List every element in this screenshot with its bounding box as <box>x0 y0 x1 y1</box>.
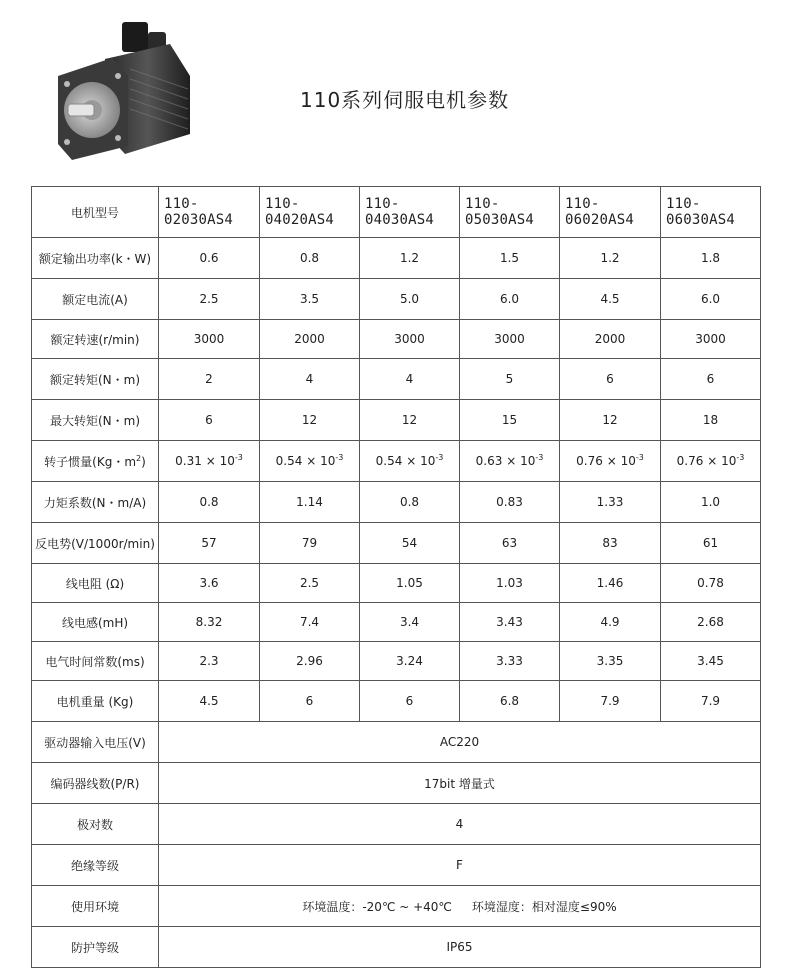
value-text: 0.76 × 10 <box>576 454 636 468</box>
row-label-text: ) <box>141 454 146 469</box>
row-label: 编码器线数(P/R) <box>32 763 159 804</box>
value-cell: 1.14 <box>260 482 360 523</box>
value-cell: 18 <box>661 400 761 441</box>
value-cell: 2.5 <box>159 279 260 320</box>
value-cell: 1.46 <box>560 564 661 603</box>
row-label: 额定电流(A) <box>32 279 159 320</box>
value-text: 0.31 × 10 <box>175 454 235 468</box>
row-label: 电气时间常数(ms) <box>32 642 159 681</box>
table-header-row <box>32 187 761 238</box>
row-label: 反电势(V/1000r/min) <box>32 523 159 564</box>
value-cell: 3.4 <box>360 603 460 642</box>
value-cell: 3000 <box>460 320 560 359</box>
table-row <box>32 804 761 845</box>
value-cell: 3000 <box>360 320 460 359</box>
row-label: 极对数 <box>32 804 159 845</box>
table-row <box>32 886 761 927</box>
model-cell: 110- 06030AS4 <box>661 187 761 238</box>
value-cell: 1.33 <box>560 482 661 523</box>
value-cell: 1.03 <box>460 564 560 603</box>
value-cell: 4.9 <box>560 603 661 642</box>
value-text: 0.54 × 10 <box>275 454 336 468</box>
row-label: 力矩系数(N・m/A) <box>32 482 159 523</box>
value-text: 0.54 × 10 <box>375 454 436 468</box>
env-humidity: 环境湿度：相对湿度≤90% <box>471 899 617 914</box>
table-row <box>32 927 761 968</box>
table-row <box>32 763 761 804</box>
value-cell: 12 <box>360 400 460 441</box>
value-cell: 3.35 <box>560 642 661 681</box>
value-cell: 0.8 <box>360 482 460 523</box>
table-row <box>32 681 761 722</box>
value-cell: 5.0 <box>360 279 460 320</box>
table-row <box>32 845 761 886</box>
span-value-cell: F <box>159 845 761 886</box>
superscript: -3 <box>234 453 243 462</box>
row-label: 最大转矩(N・m) <box>32 400 159 441</box>
value-cell: 79 <box>260 523 360 564</box>
value-text: 0.63 × 10 <box>475 454 536 468</box>
table-row <box>32 320 761 359</box>
value-cell: 7.4 <box>260 603 360 642</box>
value-cell: 1.2 <box>360 238 460 279</box>
value-cell: 2000 <box>560 320 661 359</box>
value-cell: 3.45 <box>661 642 761 681</box>
superscript: -3 <box>335 453 344 462</box>
span-value-cell <box>159 886 761 927</box>
value-cell: 15 <box>460 400 560 441</box>
span-value-cell: 17bit 增量式 <box>159 763 761 804</box>
value-cell: 7.9 <box>661 681 761 722</box>
row-label: 电机重量 (Kg) <box>32 681 159 722</box>
model-cell: 110- 02030AS4 <box>159 187 260 238</box>
value-cell: 63 <box>460 523 560 564</box>
value-cell: 2000 <box>260 320 360 359</box>
row-label: 线电阻 (Ω) <box>32 564 159 603</box>
value-cell: 0.6 <box>159 238 260 279</box>
superscript: -3 <box>635 453 644 462</box>
value-cell: 3000 <box>661 320 761 359</box>
value-cell: 3.24 <box>360 642 460 681</box>
value-cell: 3.43 <box>460 603 560 642</box>
servo-motor-image <box>50 14 200 164</box>
model-cell: 110- 04020AS4 <box>260 187 360 238</box>
table-row <box>32 279 761 320</box>
value-cell <box>560 441 661 482</box>
value-cell: 1.5 <box>460 238 560 279</box>
value-cell: 6 <box>260 681 360 722</box>
model-cell: 110- 06020AS4 <box>560 187 661 238</box>
table-row <box>32 523 761 564</box>
value-cell <box>260 441 360 482</box>
table-row <box>32 482 761 523</box>
spec-table <box>31 186 761 968</box>
row-label: 额定输出功率(k・W) <box>32 238 159 279</box>
value-cell: 0.83 <box>460 482 560 523</box>
table-row <box>32 603 761 642</box>
value-cell: 3.5 <box>260 279 360 320</box>
span-value-cell: 4 <box>159 804 761 845</box>
value-cell <box>360 441 460 482</box>
span-value-cell: IP65 <box>159 927 761 968</box>
row-label: 驱动器输入电压(V) <box>32 722 159 763</box>
row-label: 防护等级 <box>32 927 159 968</box>
value-cell <box>661 441 761 482</box>
table-row <box>32 238 761 279</box>
value-cell: 2.96 <box>260 642 360 681</box>
env-temperature: 环境温度：-20℃ ~ +40℃ <box>302 899 452 914</box>
value-cell: 6 <box>159 400 260 441</box>
superscript: 2 <box>136 453 142 463</box>
value-cell: 4 <box>360 359 460 400</box>
value-cell: 0.78 <box>661 564 761 603</box>
page-title: 110系列伺服电机参数 <box>300 88 510 112</box>
value-cell: 12 <box>560 400 661 441</box>
value-cell: 2 <box>159 359 260 400</box>
span-value-cell: AC220 <box>159 722 761 763</box>
header-label: 电机型号 <box>32 187 159 238</box>
value-cell: 6.8 <box>460 681 560 722</box>
table-row <box>32 564 761 603</box>
table-row <box>32 441 761 482</box>
superscript: -3 <box>435 453 444 462</box>
value-text: 0.76 × 10 <box>676 454 737 468</box>
table-row <box>32 722 761 763</box>
value-cell: 6 <box>661 359 761 400</box>
value-cell: 6.0 <box>661 279 761 320</box>
value-cell: 3.6 <box>159 564 260 603</box>
value-cell: 3.33 <box>460 642 560 681</box>
table-row <box>32 642 761 681</box>
value-cell: 6 <box>560 359 661 400</box>
value-cell: 2.68 <box>661 603 761 642</box>
value-cell: 54 <box>360 523 460 564</box>
row-label: 额定转矩(N・m) <box>32 359 159 400</box>
value-cell: 2.3 <box>159 642 260 681</box>
value-cell: 61 <box>661 523 761 564</box>
value-cell: 5 <box>460 359 560 400</box>
value-cell: 8.32 <box>159 603 260 642</box>
value-cell: 4.5 <box>560 279 661 320</box>
value-cell: 4 <box>260 359 360 400</box>
row-label: 使用环境 <box>32 886 159 927</box>
value-cell: 3000 <box>159 320 260 359</box>
row-label: 额定转速(r/min) <box>32 320 159 359</box>
row-label-text: 转子惯量(Kg・m <box>44 454 137 469</box>
superscript: -3 <box>535 453 544 462</box>
value-cell: 83 <box>560 523 661 564</box>
value-cell: 1.8 <box>661 238 761 279</box>
row-label: 绝缘等级 <box>32 845 159 886</box>
table-row <box>32 359 761 400</box>
superscript: -3 <box>736 453 745 462</box>
value-cell: 0.8 <box>159 482 260 523</box>
value-cell: 4.5 <box>159 681 260 722</box>
value-cell: 1.2 <box>560 238 661 279</box>
value-cell: 1.05 <box>360 564 460 603</box>
row-label: 线电感(mH) <box>32 603 159 642</box>
model-cell: 110- 05030AS4 <box>460 187 560 238</box>
value-cell: 0.8 <box>260 238 360 279</box>
value-cell: 6 <box>360 681 460 722</box>
value-cell <box>159 441 260 482</box>
value-cell: 7.9 <box>560 681 661 722</box>
value-cell <box>460 441 560 482</box>
value-cell: 57 <box>159 523 260 564</box>
value-cell: 1.0 <box>661 482 761 523</box>
row-label <box>32 441 159 482</box>
value-cell: 12 <box>260 400 360 441</box>
value-cell: 6.0 <box>460 279 560 320</box>
table-row <box>32 400 761 441</box>
model-cell: 110- 04030AS4 <box>360 187 460 238</box>
value-cell: 2.5 <box>260 564 360 603</box>
